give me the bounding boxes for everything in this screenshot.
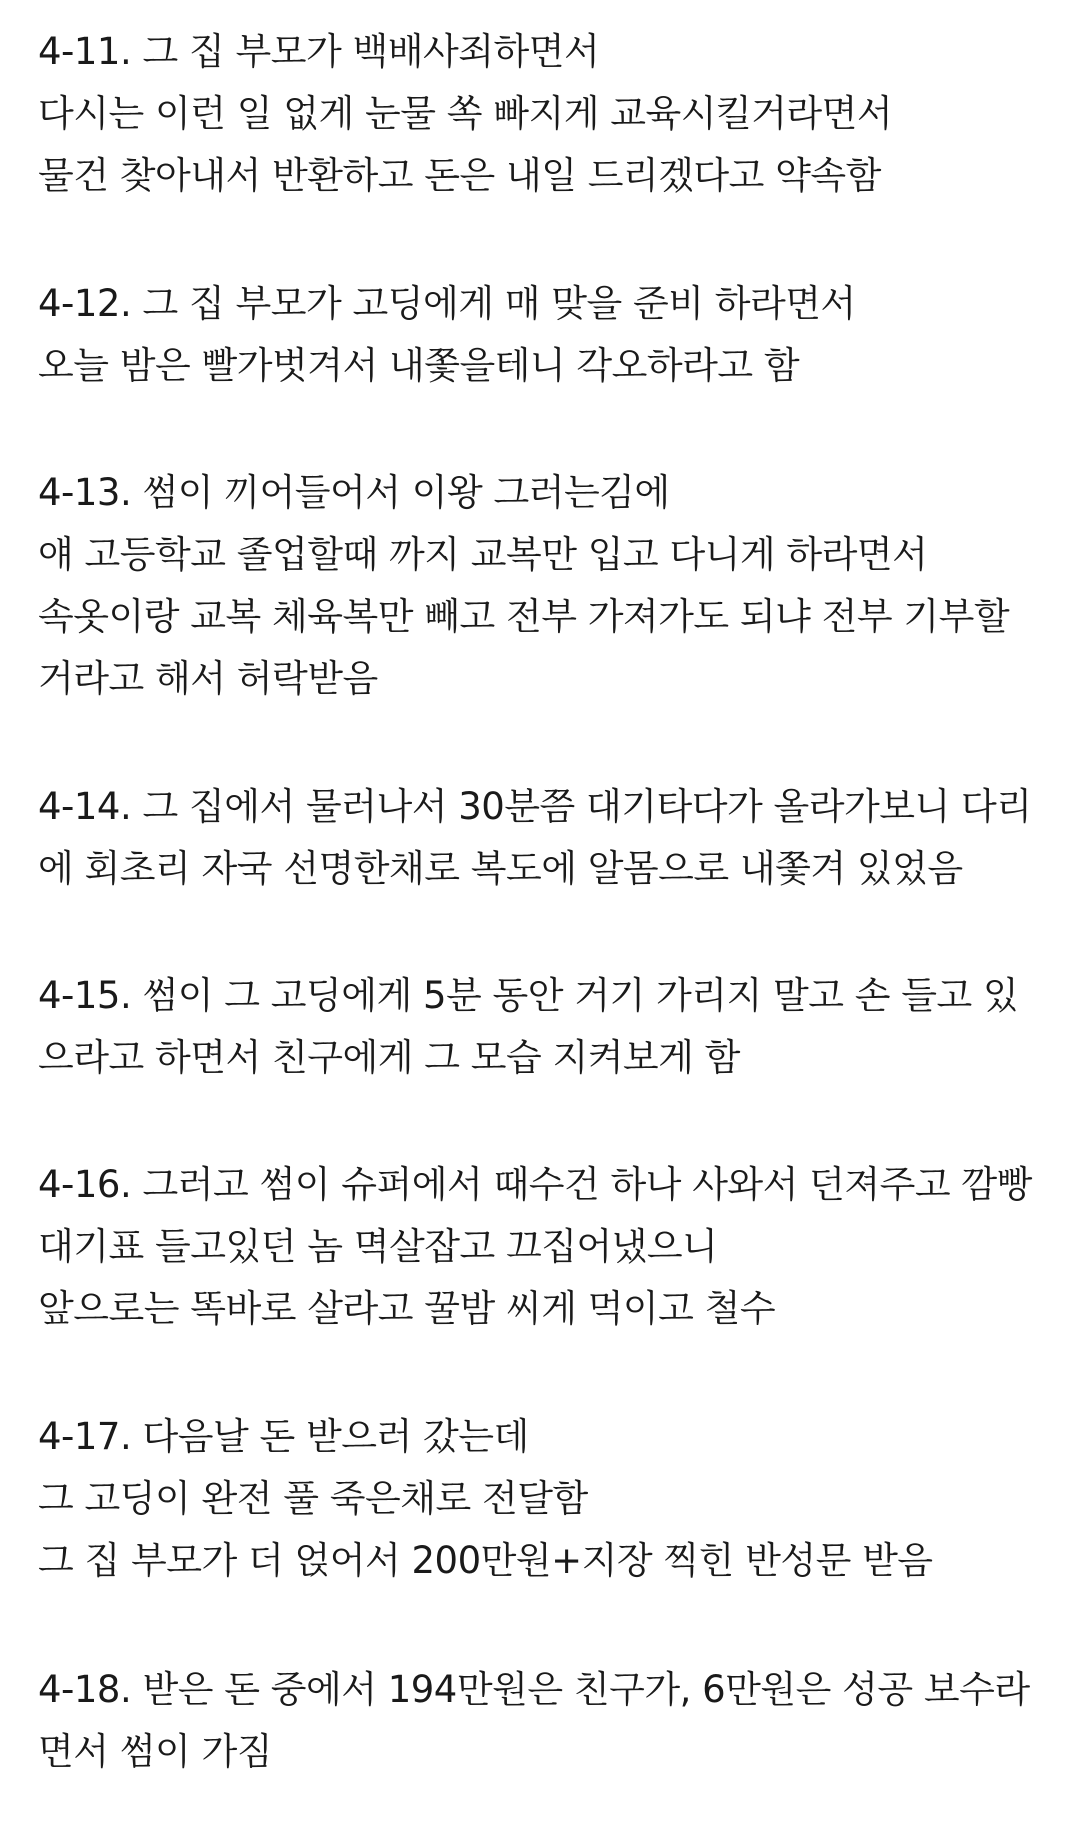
text-line: 4-16. 그러고 썸이 슈퍼에서 때수건 하나 사와서 던져주고 깜빵 [38,1163,1032,1206]
text-line: 앞으로는 똑바로 살라고 꿀밤 씨게 먹이고 철수 [38,1287,776,1330]
text-line: 4-17. 다음날 돈 받으러 갔는데 [38,1415,529,1458]
text-line: 물건 찾아내서 반환하고 돈은 내일 드리겠다고 약속함 [38,154,881,197]
paragraph-4-18 [38,1659,1058,1783]
paragraph-4-14 [38,776,1058,900]
text-line: 면서 썸이 가짐 [38,1730,272,1773]
paragraph-4-11 [38,21,1058,207]
text-line: 4-18. 받은 돈 중에서 194만원은 친구가, 6만원은 성공 보수라 [38,1668,1030,1711]
text-line: 4-12. 그 집 부모가 고딩에게 매 맞을 준비 하라면서 [38,282,856,325]
text-line: 그 고딩이 완전 풀 죽은채로 전달함 [38,1477,588,1520]
text-line: 그 집 부모가 더 얹어서 200만원+지장 찍힌 반성문 받음 [38,1539,933,1582]
paragraph-4-12 [38,273,1058,397]
text-line: 얘 고등학교 졸업할때 까지 교복만 입고 다니게 하라면서 [38,533,928,576]
paragraph-4-15 [38,965,1058,1089]
text-line: 4-15. 썸이 그 고딩에게 5분 동안 거기 가리지 말고 손 들고 있 [38,974,1019,1017]
text-line: 속옷이랑 교복 체육복만 빼고 전부 가져가도 되냐 전부 기부할 [38,595,1010,638]
text-line: 으라고 하면서 친구에게 그 모습 지켜보게 함 [38,1036,740,1079]
text-line: 에 회초리 자국 선명한채로 복도에 알몸으로 내쫓겨 있었음 [38,847,963,890]
text-line: 거라고 해서 허락받음 [38,657,378,700]
text-line: 4-13. 썸이 끼어들어서 이왕 그러는김에 [38,471,670,514]
paragraph-4-17 [38,1406,1058,1592]
text-line: 4-14. 그 집에서 물러나서 30분쯤 대기타다가 올라가보니 다리 [38,785,1032,828]
text-line: 오늘 밤은 빨가벗겨서 내쫓을테니 각오하라고 함 [38,344,800,387]
text-line: 다시는 이런 일 없게 눈물 쏙 빠지게 교육시킬거라면서 [38,92,893,135]
text-line: 대기표 들고있던 놈 멱살잡고 끄집어냈으니 [38,1225,718,1268]
paragraph-4-16 [38,1154,1058,1340]
paragraph-4-13 [38,462,1058,710]
text-line: 4-11. 그 집 부모가 백배사죄하면서 [38,30,600,73]
